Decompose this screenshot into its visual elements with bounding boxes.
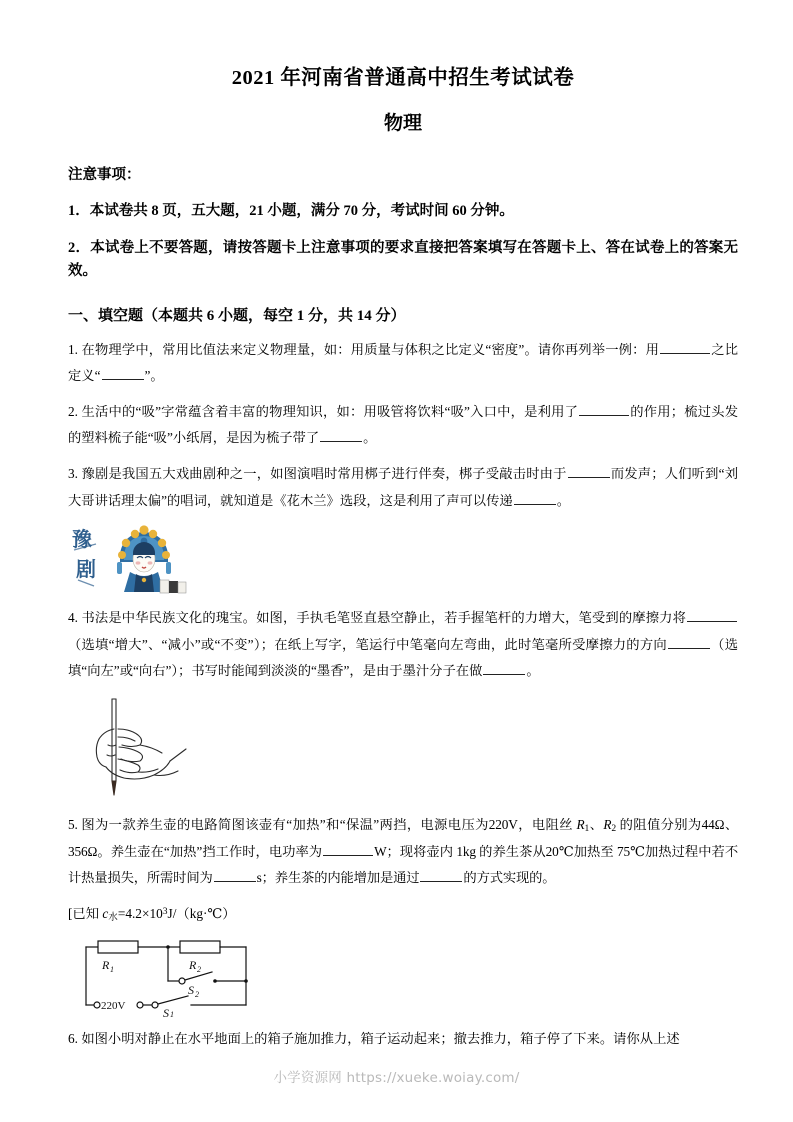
circuit-label-s1: S: [163, 1006, 169, 1018]
question-5-blank-3[interactable]: [420, 869, 462, 883]
formula-prefix: [已知: [68, 905, 103, 921]
question-5-text-a: 图为一款养生壶的电路简图该壶有“加热”和“保温”两挡，电源电压为220V，电阻丝: [81, 816, 577, 832]
question-1-blank-1[interactable]: [660, 340, 710, 354]
question-5-blank-1[interactable]: [323, 842, 373, 856]
question-4-text-c: （选填“向左”或“向右”）；书写时能闻到淡淡的“墨香”，是由于墨汁分子在做: [68, 636, 739, 679]
question-2-text-c: 。: [363, 430, 377, 446]
question-1-number: 1.: [68, 341, 78, 357]
yu-opera-illustration: [70, 520, 220, 596]
circuit-label-r1: R: [102, 958, 110, 973]
question-5-unit-w: W；现将壶内 1kg 的养生茶从20℃加热至 75℃加热过程中若不计热量损失，所需时间为: [68, 843, 738, 886]
page-title: 2021 年河南省普通高中招生考试试卷: [231, 67, 575, 89]
question-6: [68, 1026, 738, 1053]
circuit-label-r2-sub: 2: [197, 965, 201, 975]
formula-specific-heat-symbol: c: [102, 905, 109, 921]
question-3-text-b: 而发声；人们听到“刘大哥讲话理太偏”的唱词，就知道是《花木兰》选段，这是利用了声可以传递: [68, 465, 739, 508]
question-2-blank-2[interactable]: [320, 429, 362, 443]
formula-exponent: 3: [162, 905, 168, 917]
brush-illustration: [82, 695, 202, 803]
question-2: [68, 399, 738, 452]
question-5-unit-s: s；养生茶的内能增加是通过: [256, 870, 420, 886]
question-2-blank-1[interactable]: [579, 402, 629, 416]
formula-units: J/（kg·℃）: [167, 905, 236, 921]
figure-yu-opera: [70, 520, 220, 596]
notice-item-2: 2．本试卷上不要答题，请按答题卡上注意事项的要求直接把答案填写在答题卡上、答在试卷上的答案无效。: [68, 239, 738, 280]
question-5-r1-subscript: 1: [584, 823, 590, 835]
question-1-blank-2[interactable]: [102, 367, 144, 381]
question-5-r1-symbol: R: [576, 816, 585, 832]
question-5-formula: [68, 901, 738, 928]
question-6-text-a: 如图小明对静止在水平地面上的箱子施加推力，箱子运动起来；撤去推力，箱子停了下来。请你从上述: [81, 1031, 680, 1047]
figure-calligraphy-brush: [82, 695, 202, 803]
formula-specific-heat-subscript: 水: [108, 911, 118, 923]
question-5-number: 5.: [68, 816, 78, 832]
figure-circuit-diagram: [76, 937, 276, 1017]
question-3-number: 3.: [68, 465, 78, 481]
question-5-r2-symbol: R: [603, 816, 612, 832]
page-content: [68, 0, 738, 1053]
question-2-number: 2.: [68, 403, 78, 419]
circuit-label-s1-sub: 1: [170, 1010, 174, 1018]
question-4-blank-3[interactable]: [483, 662, 525, 676]
question-4: [68, 605, 738, 685]
question-2-text-b: 的作用；梳过头发的塑料梳子能“吸”小纸屑，是因为梳子带了: [68, 403, 739, 446]
subject-title: 物理: [383, 112, 422, 134]
question-5-separator: 、: [589, 816, 604, 832]
question-1-text-b: 之比定义“: [68, 341, 739, 384]
question-5-text-b: 的阻值分别为44Ω、356Ω。养生壶在“加热”挡工作时，电功率为: [68, 816, 738, 859]
question-3-text-c: 。: [556, 492, 570, 508]
question-3-blank-2[interactable]: [514, 491, 556, 505]
question-4-text-d: 。: [526, 663, 540, 679]
opera-char-ju: 剧: [76, 557, 96, 582]
question-3-text-a: 豫剧是我国五大戏曲剧种之一，如图演唱时常用梆子进行伴奏，梆子受敲击时由于: [81, 465, 567, 481]
question-5-text-c: 的方式实现的。: [463, 870, 556, 886]
question-4-text-a: 书法是中华民族文化的瑰宝。如图，手执毛笔竖直悬空静止，若手握笔杆的力增大，笔受到的摩擦力将: [81, 610, 687, 626]
circuit-label-voltage: 220V: [101, 1000, 126, 1013]
question-3-blank-1[interactable]: [568, 464, 610, 478]
question-3: [68, 461, 738, 514]
question-1-text-c: ”。: [144, 368, 164, 384]
question-4-blank-2[interactable]: [668, 635, 710, 649]
circuit-illustration: [76, 937, 276, 1017]
circuit-label-r2: R: [189, 958, 197, 973]
question-2-text-a: 生活中的“吸”字常蕴含着丰富的物理知识，如：用吸管将饮料“吸”入口中，是利用了: [81, 403, 579, 419]
question-1-text-a: 在物理学中，常用比值法来定义物理量，如：用质量与体积之比定义“密度”。请你再列举一例：用: [81, 341, 660, 357]
question-5-r2-subscript: 2: [611, 823, 616, 835]
circuit-label-r1-sub: 1: [110, 965, 114, 975]
question-6-number: 6.: [68, 1031, 78, 1047]
question-5-blank-2[interactable]: [214, 869, 256, 883]
formula-value: =4.2×10: [117, 905, 163, 921]
question-4-number: 4.: [68, 610, 78, 626]
question-4-blank-1[interactable]: [687, 609, 737, 623]
section-heading-fill-in-blanks: 一、填空题（本题共 6 小题，每空 1 分，共 14 分）: [68, 307, 406, 324]
notice-heading: 注意事项：: [68, 167, 141, 184]
watermark: 小学资源网 https://xueke.woiay.com/: [273, 1070, 520, 1086]
question-5: [68, 812, 738, 892]
circuit-label-s2: S: [188, 983, 194, 998]
question-1: [68, 337, 738, 390]
notice-item-1: 1．本试卷共 8 页，五大题，21 小题，满分 70 分，考试时间 60 分钟。: [68, 203, 514, 220]
opera-char-yu: 豫: [72, 527, 92, 552]
circuit-label-s2-sub: 2: [195, 990, 199, 1000]
question-4-text-b: （选填“增大”、“减小”或“不变”）；在纸上写字，笔运行中笔毫向左弯曲，此时笔毫所受摩擦力的方向: [68, 636, 667, 652]
